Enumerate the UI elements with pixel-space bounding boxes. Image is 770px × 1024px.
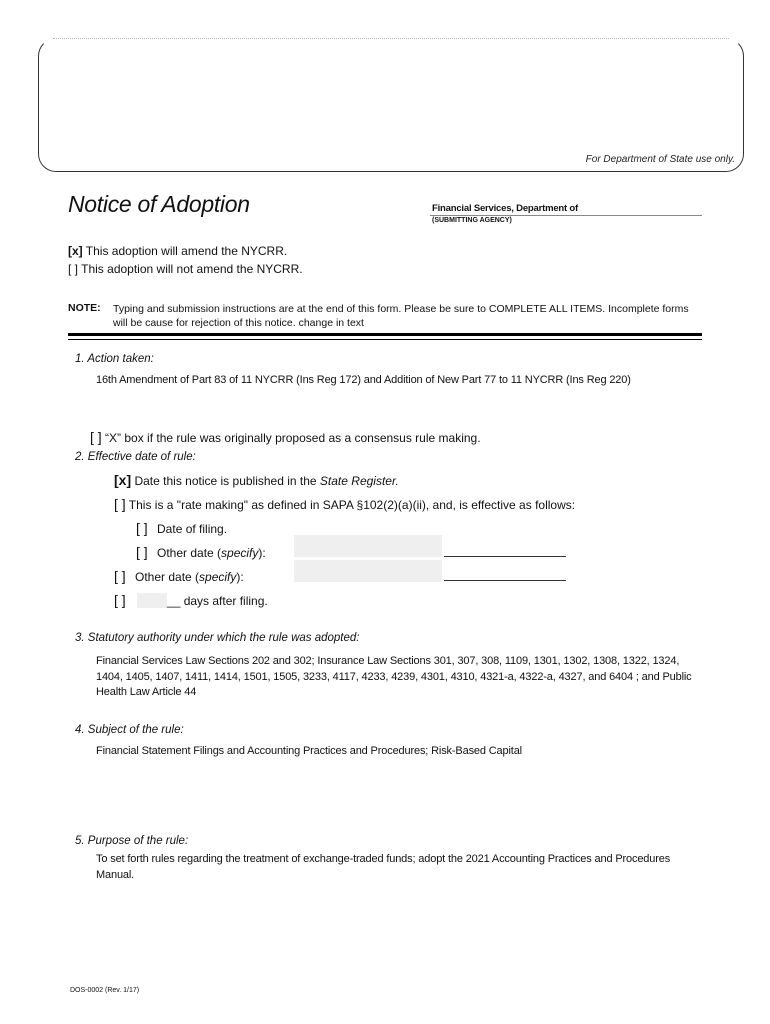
- amend-nycrr-label: This adoption will amend the NYCRR.: [85, 244, 288, 258]
- state-register-text: State Register.: [319, 474, 399, 488]
- consensus-label: “X” box if the rule was originally proposed as a consensus rule making.: [105, 431, 481, 445]
- submitting-agency-value[interactable]: Financial Services, Department of: [432, 203, 578, 214]
- form-title: Notice of Adoption: [68, 191, 250, 217]
- department-use-label: For Department of State use only.: [585, 154, 735, 165]
- agency-underline: [430, 215, 702, 216]
- sub-other-date-underline: [444, 556, 566, 557]
- amend-nycrr-row: [68, 244, 287, 258]
- other-date-underline: [444, 580, 566, 581]
- divider-thick: [68, 333, 702, 336]
- not-amend-nycrr-checkbox[interactable]: [ ]: [68, 262, 79, 276]
- date-of-filing-label: Date of filing.: [157, 522, 228, 536]
- section-1-heading: 1. Action taken:: [75, 353, 154, 365]
- days-after-filing-checkbox[interactable]: [ ]: [114, 592, 126, 608]
- published-checkbox[interactable]: [x]: [114, 472, 132, 488]
- other-date-row: [114, 568, 244, 584]
- section-5-answer[interactable]: To set forth rules regarding the treatment of exchange-traded funds; adopt the 2021 Accounting Practices and Procedures Manual.: [96, 853, 671, 881]
- other-date-label-end: ):: [236, 570, 244, 584]
- published-label: Date this notice is published in the: [134, 474, 317, 488]
- sub-other-date-row: [136, 544, 266, 560]
- not-amend-nycrr-label: This adoption will not amend the NYCRR.: [81, 262, 303, 276]
- department-use-box: [38, 38, 744, 172]
- rate-making-row: [114, 496, 575, 512]
- published-row: [114, 472, 399, 488]
- consensus-checkbox[interactable]: [ ]: [90, 429, 102, 445]
- rate-making-checkbox[interactable]: [ ]: [114, 496, 126, 512]
- sub-other-date-label-end: ):: [258, 546, 266, 560]
- section-2-heading: 2. Effective date of rule:: [75, 451, 196, 463]
- other-date-checkbox[interactable]: [ ]: [114, 568, 126, 584]
- days-input[interactable]: [137, 593, 167, 608]
- rate-making-label: This is a "rate making" as defined in SAPA §102(2)(a)(ii), and, is effective as follows:: [128, 498, 576, 512]
- not-amend-nycrr-row: [68, 262, 303, 276]
- sub-other-date-specify: specify: [221, 546, 259, 560]
- submitting-agency-label: (SUBMITTING AGENCY): [432, 217, 512, 224]
- date-of-filing-checkbox[interactable]: [ ]: [136, 520, 148, 536]
- note-text: Typing and submission instructions are at the end of this form. Please be sure to COMPLETE ALL ITEMS. Incomplete forms will be cause for rejection of this notice. change in text: [113, 303, 689, 329]
- other-date-label: Other date (: [135, 570, 200, 584]
- days-after-filing-label: __ days after filing.: [167, 594, 268, 608]
- other-date-input[interactable]: [294, 560, 442, 582]
- section-4-heading: 4. Subject of the rule:: [75, 724, 184, 736]
- form-number-footer: DOS-0002 (Rev. 1/17): [70, 987, 140, 994]
- section-3-answer[interactable]: Financial Services Law Sections 202 and 302; Insurance Law Sections 301, 307, 308, 1109, 1301, 1302, 1308, 1322, 1324, 1404, 1405, 1407, 1411, 1414, 1501, 1505, 3233, 4117, 4233, 4239, 4301, 4310, 4321-a, 4322-a, 4327, and 6404 ; and Public Health Law Article 44: [96, 655, 692, 698]
- section-3-heading: 3. Statutory authority under which the rule was adopted:: [75, 632, 360, 644]
- consensus-row: [90, 429, 481, 445]
- divider-thin: [68, 339, 702, 340]
- sub-other-date-label: Other date (: [157, 546, 222, 560]
- section-4-answer[interactable]: Financial Statement Filings and Accounting Practices and Procedures; Risk-Based Capital: [96, 745, 522, 757]
- note-label: NOTE:: [68, 302, 101, 314]
- section-5-heading: 5. Purpose of the rule:: [75, 835, 189, 847]
- sub-other-date-checkbox[interactable]: [ ]: [136, 544, 148, 560]
- section-1-answer[interactable]: 16th Amendment of Part 83 of 11 NYCRR (Ins Reg 172) and Addition of New Part 77 to 11 NYCRR (Ins Reg 220): [96, 374, 631, 386]
- sub-other-date-input[interactable]: [294, 535, 442, 557]
- other-date-specify: specify: [199, 570, 237, 584]
- date-of-filing-row: [136, 520, 227, 536]
- amend-nycrr-checkbox[interactable]: [x]: [68, 244, 83, 258]
- days-after-filing-row: [114, 592, 268, 608]
